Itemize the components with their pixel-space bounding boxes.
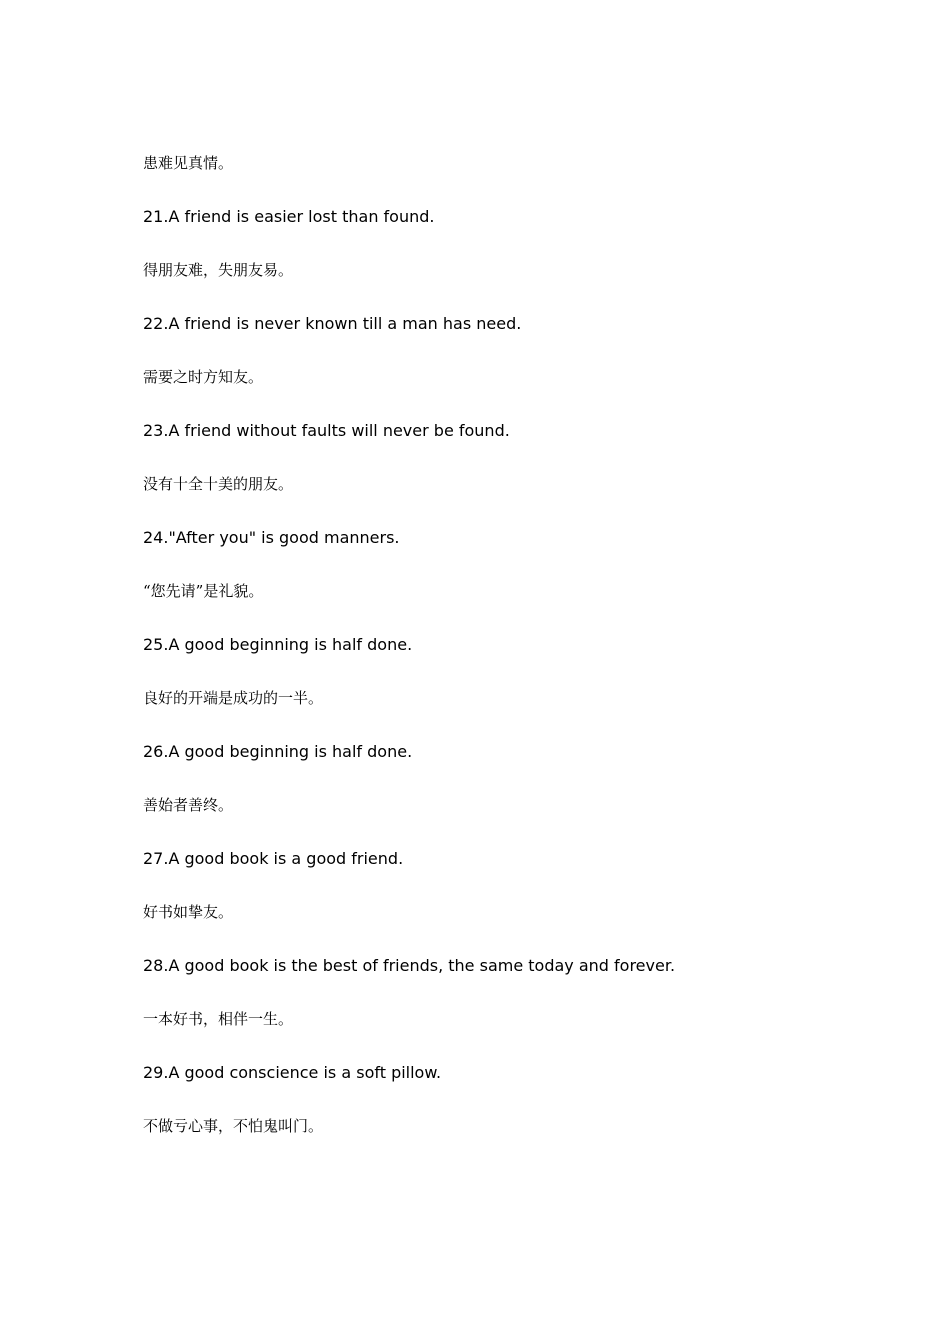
proverb-line: 29.A good conscience is a soft pillow. <box>143 1062 442 1082</box>
translation-line: 好书如挚友。 <box>143 903 234 921</box>
proverb-line: 24."After you" is good manners. <box>143 527 400 547</box>
translation-line: 善始者善终。 <box>143 796 234 814</box>
translation-line: 没有十全十美的朋友。 <box>143 475 294 493</box>
proverb-line: 23.A friend without faults will never be found. <box>143 420 510 440</box>
proverb-line: 22.A friend is never known till a man has need. <box>143 313 522 333</box>
translation-line: 患难见真情。 <box>143 154 234 172</box>
translation-line: 需要之时方知友。 <box>143 368 264 386</box>
translation-line: 得朋友难，失朋友易。 <box>143 261 294 279</box>
translation-line: 一本好书，相伴一生。 <box>143 1010 294 1028</box>
proverb-list <box>143 148 843 1165</box>
translation-line: “您先请”是礼貌。 <box>143 582 264 600</box>
proverb-line: 21.A friend is easier lost than found. <box>143 206 435 226</box>
translation-line: 不做亏心事，不怕鬼叫门。 <box>143 1117 324 1135</box>
translation-line: 良好的开端是成功的一半。 <box>143 689 324 707</box>
proverb-line: 26.A good beginning is half done. <box>143 741 413 761</box>
proverb-line: 28.A good book is the best of friends, the same today and forever. <box>143 955 676 975</box>
proverb-line: 27.A good book is a good friend. <box>143 848 404 868</box>
proverb-line: 25.A good beginning is half done. <box>143 634 413 654</box>
